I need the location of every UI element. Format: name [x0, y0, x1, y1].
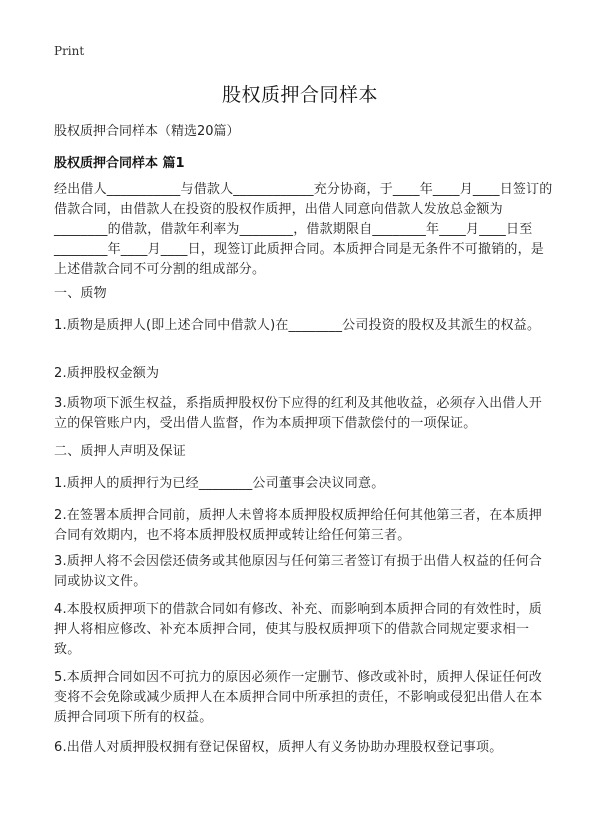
paragraph-warranty-5: 5.本质押合同如因不可抗力的原因必须作一定删节、修改或补时，质押人保证任何改变将不会免除或减少质押人在本质押合同中所承担的责任，不影响或侵犯出借人在本质押合同项下所有的权益。	[54, 670, 543, 725]
paragraph-warranty-2: 2.在签署本质押合同前，质押人未曾将本质押股权质押给任何其他第三者，在本质押合同有效期内，也不将本质押股权质押或转让给任何第三者。	[54, 508, 543, 543]
paragraph-collateral-2: 2.质押股权金额为	[54, 366, 160, 381]
paragraph-warranty-3: 3.质押人将不会因偿还债务或其他原因与任何第三者签订有损于出借人权益的任何合同或协议文件。	[54, 554, 543, 589]
page-title: 股权质押合同样本	[221, 84, 378, 106]
paragraph-warranty-1: 1.质押人的质押行为已经________公司董事会决议同意。	[54, 476, 385, 491]
paragraph-intro: 经出借人___________与借款人____________充分协商，于____年____月____日签订的借款合同，由借款人在投资的股权作质押，出借人同意向借款人发放总金额为________的借款，借款年利率为________，借款期限自________年____月____日至________年____月____日，现签订此质押合同。本质押合同是无条件不可撤销的，是上述借款合同不可分割的组成部分。	[54, 182, 553, 277]
heading-pledgor-warranty: 二、质押人声明及保证	[54, 444, 187, 459]
paragraph-warranty-4: 4.本股权质押项下的借款合同如有修改、补充、而影响到本质押合同的有效性时，质押人将相应修改、补充本质押合同，使其与股权质押项下的借款合同规定要求相一致。	[54, 602, 543, 657]
paragraph-collateral-3: 3.质物项下派生权益，系指质押股权份下应得的红利及其他收益，必须存入出借人开立的保管账户内，受出借人监督，作为本质押项下借款偿付的一项保证。	[54, 396, 543, 431]
heading-collateral: 一、质物	[54, 286, 107, 301]
paragraph-collateral-1: 1.质物是质押人(即上述合同中借款人)在________公司投资的股权及其派生的权益。	[54, 318, 541, 333]
print-label: Print	[54, 44, 85, 58]
document-subtitle: 股权质押合同样本（精选20篇）	[54, 124, 240, 139]
section-heading: 股权质押合同样本 篇1	[54, 156, 185, 171]
paragraph-warranty-6: 6.出借人对质押股权拥有登记保留权，质押人有义务协助办理股权登记事项。	[54, 740, 503, 755]
